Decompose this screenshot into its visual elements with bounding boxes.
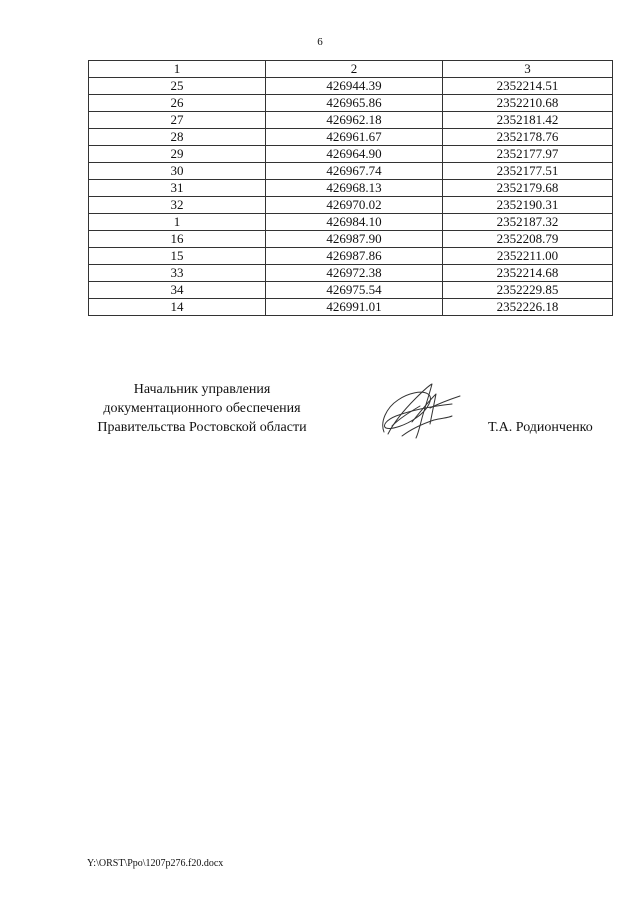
y-coordinate-cell: 2352179.68 bbox=[443, 180, 613, 197]
y-coordinate-cell: 2352178.76 bbox=[443, 129, 613, 146]
table-row bbox=[89, 95, 613, 112]
y-coordinate-cell: 2352190.31 bbox=[443, 197, 613, 214]
column-header: 1 bbox=[89, 61, 266, 78]
signer-title-line: Начальник управления bbox=[133, 382, 271, 397]
point-number-cell: 27 bbox=[89, 112, 266, 129]
x-coordinate-cell: 426961.67 bbox=[266, 129, 443, 146]
point-number-cell: 1 bbox=[89, 214, 266, 231]
table-row bbox=[89, 129, 613, 146]
y-coordinate-cell: 2352210.68 bbox=[443, 95, 613, 112]
x-coordinate-cell: 426987.90 bbox=[266, 231, 443, 248]
table-header-row bbox=[89, 61, 613, 78]
x-coordinate-cell: 426964.90 bbox=[266, 146, 443, 163]
x-coordinate-cell: 426972.38 bbox=[266, 265, 443, 282]
table-row bbox=[89, 265, 613, 282]
column-header: 2 bbox=[266, 61, 443, 78]
page-number: 6 bbox=[317, 36, 323, 48]
signer-title-line: документационного обеспечения bbox=[103, 401, 301, 416]
point-number-cell: 15 bbox=[89, 248, 266, 265]
table-row bbox=[89, 282, 613, 299]
table-row bbox=[89, 299, 613, 316]
point-number-cell: 30 bbox=[89, 163, 266, 180]
point-number-cell: 33 bbox=[89, 265, 266, 282]
x-coordinate-cell: 426968.13 bbox=[266, 180, 443, 197]
footer-file-path: Y:\ORST\Ppo\1207p276.f20.docx bbox=[87, 858, 224, 869]
table-row bbox=[89, 231, 613, 248]
y-coordinate-cell: 2352214.51 bbox=[443, 78, 613, 95]
table-row bbox=[89, 163, 613, 180]
y-coordinate-cell: 2352211.00 bbox=[443, 248, 613, 265]
y-coordinate-cell: 2352214.68 bbox=[443, 265, 613, 282]
y-coordinate-cell: 2352187.32 bbox=[443, 214, 613, 231]
table-row bbox=[89, 248, 613, 265]
table-row bbox=[89, 214, 613, 231]
x-coordinate-cell: 426967.74 bbox=[266, 163, 443, 180]
point-number-cell: 26 bbox=[89, 95, 266, 112]
y-coordinate-cell: 2352177.51 bbox=[443, 163, 613, 180]
signer-position-title bbox=[84, 380, 320, 437]
coordinates-table bbox=[88, 60, 613, 316]
y-coordinate-cell: 2352181.42 bbox=[443, 112, 613, 129]
point-number-cell: 29 bbox=[89, 146, 266, 163]
point-number-cell: 16 bbox=[89, 231, 266, 248]
point-number-cell: 32 bbox=[89, 197, 266, 214]
point-number-cell: 31 bbox=[89, 180, 266, 197]
point-number-cell: 14 bbox=[89, 299, 266, 316]
table-row bbox=[89, 146, 613, 163]
x-coordinate-cell: 426965.86 bbox=[266, 95, 443, 112]
y-coordinate-cell: 2352229.85 bbox=[443, 282, 613, 299]
signer-title-line: Правительства Ростовской области bbox=[97, 420, 307, 435]
x-coordinate-cell: 426962.18 bbox=[266, 112, 443, 129]
x-coordinate-cell: 426987.86 bbox=[266, 248, 443, 265]
x-coordinate-cell: 426984.10 bbox=[266, 214, 443, 231]
table-row bbox=[89, 197, 613, 214]
x-coordinate-cell: 426991.01 bbox=[266, 299, 443, 316]
x-coordinate-cell: 426970.02 bbox=[266, 197, 443, 214]
x-coordinate-cell: 426944.39 bbox=[266, 78, 443, 95]
point-number-cell: 28 bbox=[89, 129, 266, 146]
x-coordinate-cell: 426975.54 bbox=[266, 282, 443, 299]
point-number-cell: 34 bbox=[89, 282, 266, 299]
y-coordinate-cell: 2352208.79 bbox=[443, 231, 613, 248]
handwritten-signature bbox=[372, 378, 468, 442]
signer-name: Т.А. Родионченко bbox=[488, 420, 593, 435]
point-number-cell: 25 bbox=[89, 78, 266, 95]
table-row bbox=[89, 180, 613, 197]
y-coordinate-cell: 2352226.18 bbox=[443, 299, 613, 316]
y-coordinate-cell: 2352177.97 bbox=[443, 146, 613, 163]
table-row bbox=[89, 78, 613, 95]
table-row bbox=[89, 112, 613, 129]
column-header: 3 bbox=[443, 61, 613, 78]
